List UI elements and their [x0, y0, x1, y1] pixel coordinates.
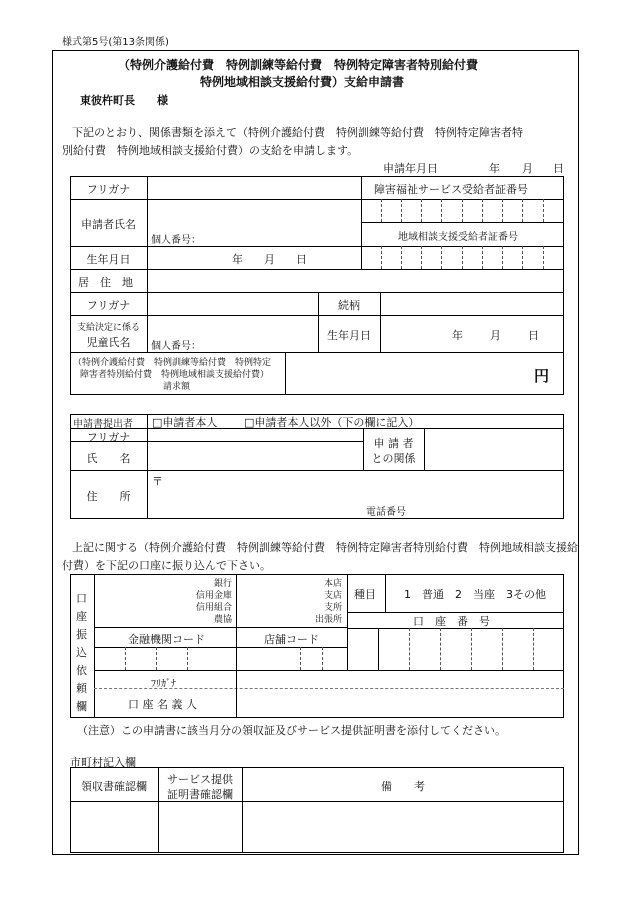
yen-unit: 円: [534, 367, 550, 385]
form-code: 様式第5号(第13条関係): [62, 37, 169, 48]
applicant-birth-year: 年: [232, 253, 243, 266]
child-personal-number-label: 個人番号：: [151, 341, 201, 352]
form-title-line2: 特例地域相談支援給付費）支給申請書: [200, 75, 405, 89]
applicant-furigana-label: フリガナ: [86, 183, 131, 196]
service-cert-label: 障害福祉サービス受給者証番号: [374, 183, 528, 196]
child-furigana-label: フリガナ: [86, 299, 131, 312]
service-cert-check-l1: サービス提供: [167, 773, 233, 786]
account-kind-label: 種目: [354, 588, 376, 601]
account-kind-options[interactable]: 1 普通 2 当座 3その他: [404, 588, 546, 601]
child-birth-month: 月: [490, 329, 501, 342]
inst-type-kumiai: 信用組合: [196, 603, 233, 613]
intro-line1: 下記のとおり、関係書類を添えて（特例介護給付費 特例訓練等給付費 特例特定障害者特: [72, 126, 523, 139]
bank-intro-line2: 付費）を下記の口座に振り込んで下さい。: [62, 559, 271, 572]
applicant-name-label: 申請者氏名: [81, 218, 136, 231]
community-cert-label: 地域相談支援受給者証番号: [398, 232, 518, 243]
inst-type-bank: 銀行: [214, 579, 233, 589]
inst-type-nokyo: 農協: [214, 615, 233, 625]
applicant-birthdate-label: 生年月日: [86, 253, 131, 266]
claim-label-l1: （特例介護給付費 特例訓練等給付費 特例特定: [73, 358, 272, 368]
inst-type-shinkin: 信用金庫: [196, 591, 233, 601]
intro-line2: 別給付費 特例地域相談支援給付費）の支給を申請します。: [62, 144, 359, 157]
submitter-furigana-label: フリガナ: [86, 431, 131, 444]
receipt-check-label: 領収書確認欄: [81, 780, 147, 793]
child-name-label-l1: 支給決定に係る: [76, 323, 140, 333]
submitter-relation-l2: との関係: [371, 452, 416, 465]
account-holder-label: 口 座 名 義 人: [128, 698, 197, 711]
account-number-label: 口 座 番 号: [413, 615, 490, 628]
form-title-line1: （特例介護給付費 特例訓練等給付費 特例特定障害者特別給付費: [118, 58, 479, 72]
child-birthdate-label: 生年月日: [327, 329, 371, 342]
submitter-address-label: 住 所: [86, 490, 131, 503]
application-date-label: 申請年月日: [383, 162, 438, 175]
child-relation-label: 続柄: [338, 299, 360, 312]
holder-furigana-label: ﾌﾘｶﾞﾅ: [151, 679, 176, 690]
phone-label: 電話番号: [366, 507, 406, 518]
applicant-personal-number-label: 個人番号：: [151, 235, 201, 246]
child-name-label-l2: 児童氏名: [86, 336, 131, 349]
submitter-name-label: 氏 名: [86, 452, 131, 465]
app-day: 日: [553, 162, 564, 175]
app-year: 年: [489, 162, 500, 175]
attention-note: （注意）この申請書に該当月分の領収証及びサービス提供証明書を添付してください。: [77, 724, 506, 737]
submitter-relation-l1: 申 請 者: [373, 437, 414, 450]
addressee: 東彼杵町長 様: [80, 94, 168, 107]
bank-side-6: 頼: [76, 682, 87, 695]
bank-side-7: 欄: [76, 700, 87, 713]
branch-type-honten: 本店: [324, 579, 343, 589]
bank-side-1: 口: [76, 592, 87, 605]
remarks-label: 備 考: [381, 780, 425, 793]
branch-type-shutchojo: 出張所: [315, 615, 343, 625]
applicant-birth-day: 日: [296, 253, 307, 266]
app-month: 月: [522, 162, 533, 175]
bank-side-4: 込: [76, 646, 87, 659]
submitter-option-other[interactable]: □申請者本人以外（下の欄に記入）: [244, 416, 420, 429]
branch-type-shisho: 支所: [324, 603, 343, 613]
postal-mark: 〒: [152, 475, 163, 488]
bank-side-2: 座: [76, 610, 87, 623]
service-cert-check-l2: 証明書確認欄: [167, 788, 233, 801]
applicant-birth-month: 月: [264, 253, 275, 266]
child-birth-year: 年: [452, 329, 463, 342]
bank-intro-line1: 上記に関する（特例介護給付費 特例訓練等給付費 特例特定障害者特別給付費 特例地域相談支援給: [72, 541, 578, 554]
inst-code-label: 金融機関コード: [128, 633, 205, 646]
submitter-label: 申請書提出者: [73, 419, 133, 430]
bank-side-5: 依: [76, 664, 87, 677]
bank-side-3: 振: [76, 628, 87, 641]
submitter-option-self[interactable]: □申請者本人: [152, 416, 218, 429]
claim-label-l2: 障害者特別給付費 特例地域相談支援給付費）: [80, 370, 270, 380]
branch-type-shiten: 支店: [324, 591, 343, 601]
municipal-section-title: 市町村記入欄: [70, 756, 136, 769]
branch-code-label: 店舗コード: [264, 633, 319, 646]
applicant-address-label: 居 住 地: [78, 276, 133, 289]
child-birth-day: 日: [528, 329, 539, 342]
claim-label-l3: 請求額: [163, 382, 191, 392]
